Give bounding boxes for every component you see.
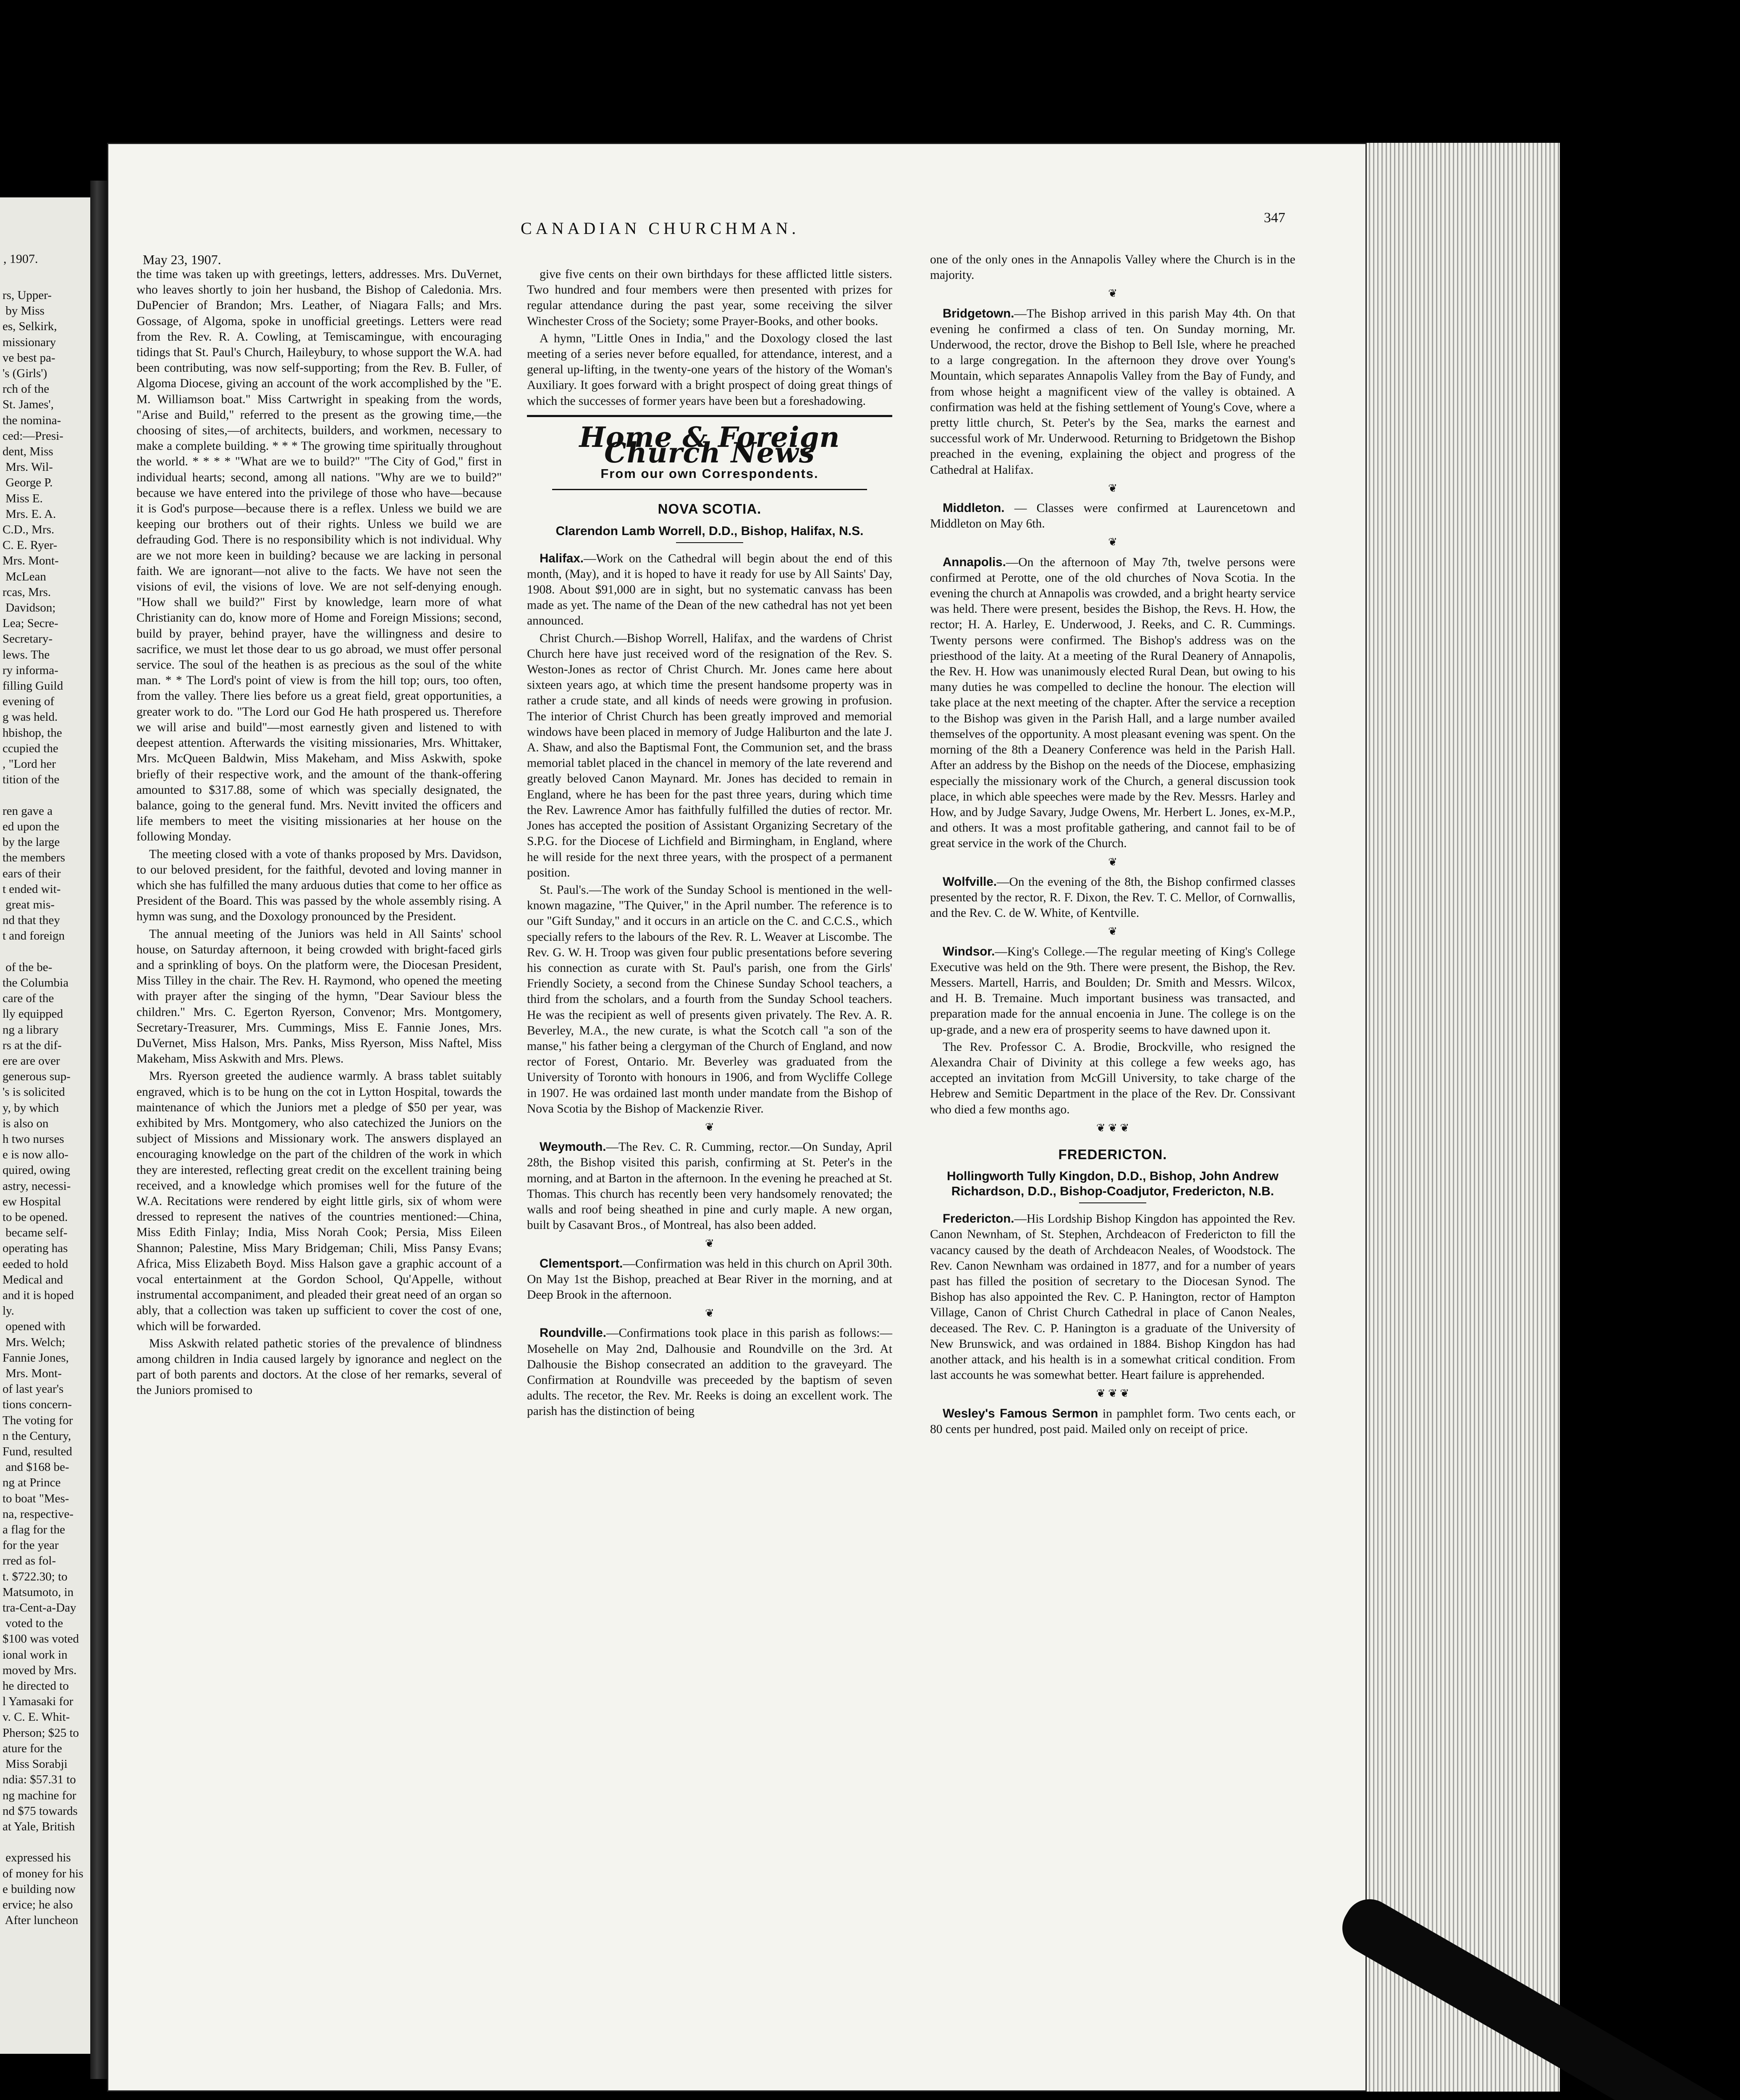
ornament-icon: ❦ ❦ ❦ xyxy=(1096,1121,1129,1134)
page-number: 347 xyxy=(1264,210,1285,226)
ornament-icon: ❦ xyxy=(1108,536,1117,549)
ad-title: Wesley's Famous Sermon xyxy=(943,1406,1098,1420)
paragraph-text: —On the evening of the 8th, the Bishop confirmed classes presented by the rector, R. F. Dixon, the Rev. T. C. Mellor, of Cornwallis, and the Rev. C. de W. White, of Kentville. xyxy=(930,875,1295,920)
paragraph-text: —On the afternoon of May 7th, twelve persons were confirmed at Perotte, one of the old churches of Nova Scotia. In the evening the church at Annapolis was crowded, and a bright hearty service was held. There were present, besides the Bishop, the Revs. H. How, the rector; H. A. Harley, E. Underwood, J. Reeks, and C. R. Cummings. Twenty persons were confirmed. The Bishop's address was on the priesthood of the laity. At a meeting of the Rural Deanery of Annapolis, the Rev. H. How was unanimously elected Rural Dean, but owing to his many duties he was compelled to decline the honour. The election will take place at the next meeting of the chapter. After the service a reception to the Bishop was given in the Parish Hall, and a large number availed themselves of the opportunity. A most pleasant evening was spent. On the morning of the 8th a Deanery Conference was held in the Parish Hall. After an address by the Bishop on the needs of the Diocese, emphasizing especially the missionary work of the Church, a general discussion took place, in which able speeches were made by the Rev. Messrs. Harley and How, and by Judge Savary, Judge Owens, Mr. Herbert L. Jones, ex-M.P., and others. It was a most profitable gathering, and cannot fail to be of great service in the work of the Church. xyxy=(930,555,1295,850)
paragraph-brodie: The Rev. Professor C. A. Brodie, Brockville, who resigned the Alexandra Chair of Divinity at this college a few weeks ago, has accepted an invitation from McGill University, to take charge of the Hebrew and Semitic Department in the place of the Rev. Dr. Conssivant who died a few months ago. xyxy=(930,1040,1295,1116)
column-3 xyxy=(930,252,1295,1865)
place-name: Fredericton. xyxy=(943,1212,1014,1226)
paragraph-text: —The Bishop arrived in this parish May 4th. On that evening he confirmed a class of ten. On Sunday morning, Mr. Underwood, the rector, drove the Bishop to Bell Isle, where he preached to a large congregation. In the afternoon they drove over Young's Mountain, which separates Annapolis Valley from the Bay of Fundy, and from whose height a magnificent view of the valley is obtained. A confirmation was held at the fishing settlement of Young's Cove, where a pretty little church, St. Peter's by the Sea, marks the earnest and successful work of Mr. Underwood. Returning to Bridgetown the Bishop preached in the evening, explaining the object and progress of the Cathedral at Halifax. xyxy=(930,307,1295,477)
paragraph-annapolis xyxy=(930,554,1295,852)
ornament-icon: ❦ xyxy=(705,1237,714,1250)
paragraph-text: in pamphlet form. Two cents each, or 80 cents per hundred, post paid. Mailed only on receipt of price. xyxy=(930,1407,1295,1436)
paragraph: give five cents on their own birthdays for these afflicted little sisters. Two hundred and four members were then presented with prizes for regular attendance during the past year, some receiving the silver Winchester Cross of the Society; some Prayer-Books, and other books. xyxy=(527,268,892,328)
divider xyxy=(552,489,867,490)
place-name: Bridgetown. xyxy=(943,306,1014,320)
paragraph-fredericton xyxy=(930,1211,1295,1383)
ornament-icon: ❦ xyxy=(705,1307,714,1320)
ornament-icon: ❦ ❦ ❦ xyxy=(1096,1387,1129,1400)
bishop-byline: Hollingworth Tully Kingdon, D.D., Bishop, John Andrew Richardson, D.D., Bishop-Coadjutor, Fredericton, N.B. xyxy=(947,1169,1279,1199)
place-name: Windsor. xyxy=(943,944,995,958)
section-heading-fredericton: FREDERICTON. xyxy=(1058,1146,1167,1162)
paragraph-christ-church: Christ Church.—Bishop Worrell, Halifax, and the wardens of Christ Church here have just received word of the resignation of the Rev. S. Weston-Jones as rector of Christ Church. Mr. Jones came here about sixteen years ago, at which time the present handsome property was in rather a crude state, and all kinds of needs were growing in profusion. The interior of Christ Church has been greatly improved and memorial windows have been placed in memory of Judge Haliburton and the late J. A. Shaw, and also the Baptismal Font, the Communion set, and the brass memorial tablet placed in the chancel in memory of the late reverend and greatly beloved Canon Maynard. Mr. Jones has decided to remain in England, where he has been for the past three years, during which time the Rev. Lawrence Amor has faithfully fulfilled the duties of rector. Mr. Jones has accepted the position of Assistant Organizing Secretary of the S.P.G. for the Diocese of Lichfield and Birmingham, in England, where he will reside for the next three years, with the prospect of a permanent position. xyxy=(527,631,892,879)
paragraph-weymouth xyxy=(527,1139,892,1233)
paragraph-wolfville xyxy=(930,874,1295,921)
paragraph: The meeting closed with a vote of thanks proposed by Mrs. Davidson, to our beloved president, for the faithful, devoted and loving manner in which she has fulfilled the many arduous duties that come to her office as President of the Board. This was passed by the whole assembly rising. A hymn was sung, and the Doxology pronounced by the President. xyxy=(136,847,502,924)
paragraph: Miss Askwith related pathetic stories of the prevalence of blindness among children in India caused largely by ignorance and neglect on the part of both parents and doctors. At the close of her remarks, several of the Juniors promised to xyxy=(136,1336,502,1397)
divider xyxy=(1079,1202,1146,1203)
paragraph-text: —The Rev. C. R. Cumming, rector.—On Sunday, April 28th, the Bishop visited this parish, confirming at St. Peter's in the morning, and at Barton in the afternoon. In the evening he preached at St. Thomas. This church has recently been very handsomely renovated; the walls and roof being sheathed in pine and curly maple. A new organ, built by Casavant Bros., of Montreal, has also been added. xyxy=(527,1140,892,1232)
left-page-date: , 1907. xyxy=(3,252,38,266)
paragraph-windsor xyxy=(930,944,1295,1038)
paragraph-bridgetown xyxy=(930,306,1295,478)
paragraph-text: —Confirmation was held in this church on April 30th. On May 1st the Bishop, preached at Bear River in the morning, and at Deep Brook in the afternoon. xyxy=(527,1257,892,1302)
place-name: Roundville. xyxy=(540,1326,606,1340)
column-2 xyxy=(527,267,892,1863)
paragraph-roundville xyxy=(527,1325,892,1419)
place-name: Weymouth. xyxy=(540,1140,606,1154)
left-page-fragment xyxy=(0,197,90,2054)
ornament-icon: ❦ xyxy=(1108,925,1117,938)
paragraph-halifax xyxy=(527,551,892,629)
paragraph: A hymn, "Little Ones in India," and the Doxology closed the last meeting of a series never before equalled, for attendance, interest, and a general up-lifting, in the twenty-one years of the history of the Woman's Auxiliary. It goes forward with a bright prospect of doing great things of which the successes of former years have been but a foreshadowing. xyxy=(527,331,892,408)
paragraph-text: —Confirmations took place in this parish as follows:—Mosehelle on May 2nd, Dalhousie and Roundville on the 3rd. At Dalhousie the Bishop consecrated an addition to the graveyard. The Confirmation at Roundville was preceeded by the baptism of seven adults. The recetor, the Rev. Mr. Reeks is doing an excellent work. The parish has the distinction of being xyxy=(527,1326,892,1418)
ornament-icon: ❦ xyxy=(705,1121,714,1133)
paragraph-clementsport xyxy=(527,1256,892,1303)
ornament-icon: ❦ xyxy=(1108,287,1117,300)
masthead: CANADIAN CHURCHMAN. xyxy=(521,219,800,238)
divider xyxy=(676,542,743,543)
ornament-icon: ❦ xyxy=(1108,482,1117,494)
paragraph-text: —His Lordship Bishop Kingdon has appointed the Rev. Canon Newnham, of St. Stephen, Archdeacon of Fredericton to fill the vacancy caused by the death of Archdeacon Neales, of Woodstock. The Rev. Canon Newnham was ordained in 1877, and for a number of years past has filled the position of secretary to the Diocesan Synod. The Bishop has also appointed the Rev. C. P. Hanington, rector of Hampton Village, Canon of Christ Church Cathedral in place of Canon Neales, deceased. The Rev. C. P. Hanington is a graduate of the University of New Brunswick, and was ordained in 1884. Bishop Kingdon has had another attack, and his health is in a somewhat critical condition. From last accounts he was somewhat better. Heart failure is apprehended. xyxy=(930,1212,1295,1382)
place-name: Halifax. xyxy=(540,551,584,565)
paragraph-text: — Classes were confirmed at Laurencetown and Middleton on May 6th. xyxy=(930,501,1295,531)
left-page-text: rs, Upper- by Miss es, Selkirk, missionary ve best pa- 's (Girls') rch of the St. James', the nomina- ced:—Presi- dent, Miss Mrs. Wil- George P. Miss E. Mrs. E. A. C.D., Mrs. C. E. Ryer- Mrs. Mont- McLean rcas, Mrs. Davidson; Lea; Secre- Secretary- lews. The ry informa- filling Guild evening of g was held. hbishop, the ccupied the , "Lord her tition of the ren gave a ed upon the by the large the members ears of their t ended wit- great mis- nd that they t and foreign of the be- the Columbia care of the lly equipped ng a library rs at the dif- ere are over generous sup- 's is solicited y, by which is also on h two nurses e is now allo- quired, owing astry, necessi- ew Hospital to be opened. became self- operating has eeded to hold Medical and and it is hoped ly. opened with Mrs. Welch; Fannie Jones, Mrs. Mont- of last year's tions concern- The voting for n the Century, Fund, resulted and $168 be- ng at Prince to boat "Mes- na, respective- a flag for the for the year rred as fol- t. $722.30; to Matsumoto, in tra-Cent-a-Day voted to the $100 was voted ional work in moved by Mrs. he directed to l Yamasaki for v. C. E. Whit- Pherson; $25 to ature for the Miss Sorabji ndia: $57.31 to ng machine for nd $75 towards at Yale, British expressed his of money for his e building now ervice; he also After luncheon xyxy=(3,289,84,1927)
paragraph-st-pauls: St. Paul's.—The work of the Sunday School is mentioned in the well-known magazine, "The Quiver," in the April number. The reference is to our "Gift Sunday," and it occurs in an article on the C. and C.C.S., which specially refers to the labours of the Rev. R. L. Weaver at Liscombe. The Rev. G. W. H. Troop was given four public presentations before severing his connection as curate with St. Paul's parish, one from the Girls' Friendly Society, a second from the Chinese Sunday School teachers, a third from the scholars, and a fourth from the Sunday School teachers. He was the recipient as well of presents given privately. The Rev. A. R. Beverley, M.A., the new curate, is what the Scotch call "a son of the manse," his father being a clergyman of the Church of England, and now rector of Forest, Ontario. Mr. Beverley was graduated from the University of Toronto with honours in 1906, and from Wycliffe College in 1907. He was ordained last month under mandate from the Bishop of Nova Scotia by the Bishop of Mackenzie River. xyxy=(527,883,892,1116)
ornament-icon: ❦ xyxy=(1108,856,1117,868)
news-banner xyxy=(527,415,892,482)
paragraph-middleton xyxy=(930,500,1295,532)
paragraph-text: —King's College.—The regular meeting of King's College Executive was held on the 9th. There were present, the Bishop, the Rev. Messers. Martell, Harris, and Boulden; Dr. Smith and Messrs. Wilcox, and H. B. Tremaine. Much important business was transacted, and preparation made for the annual encoenia in June. The college is on the up-grade, and a new era of prosperity seems to have dawned upon it. xyxy=(930,945,1295,1037)
bishop-byline: Clarendon Lamb Worrell, D.D., Bishop, Halifax, N.S. xyxy=(556,524,864,538)
place-name: Middleton. xyxy=(943,501,1005,515)
advertisement xyxy=(930,1406,1295,1437)
paragraph: one of the only ones in the Annapolis Valley where the Church is in the majority. xyxy=(930,253,1295,282)
paragraph-text: —Work on the Cathedral will begin about the end of this month, (May), and it is hoped to have it ready for use by All Saints' Day, 1908. About $91,000 are in sight, but no systematic canvass has been made as yet. The name of the Dean of the new cathedral has not yet been announced. xyxy=(527,551,892,628)
book-gutter xyxy=(90,181,107,2079)
section-heading-nova-scotia: NOVA SCOTIA. xyxy=(658,501,762,517)
paragraph: Mrs. Ryerson greeted the audience warmly. A brass tablet suitably engraved, which is to be hung on the cot in Lytton Hospital, towards the maintenance of which the Juniors met a pledge of $50 per year, was exhibited by Mrs. Montgomery, who also catechized the Juniors on the subject of Missions and Missionary work. The answers displayed an encouraging knowledge on the part of the children of the work in which they are interested, reflecting great credit on the excellent training being received, and a knowledge which promises well for the future of the W.A. Recitations were rendered by eight little girls, six of whom were dressed to represent the natives of the countries mentioned:—China, Miss Edith Finlay; India, Miss Norah Cook; Persia, Miss Eileen Shannon; Palestine, Miss Mary Bridgeman; Chili, Miss Pansy Evans; Africa, Miss Elizabeth Boyd. Miss Halson gave a graphic account of a vocal entertainment at the Gordon School, Qu'Appelle, without instrumental accompaniment, and pleaded their great need of an organ so ably, that a collection was taken up sufficient to cover the cost of one, which will be forwarded. xyxy=(136,1069,502,1333)
place-name: Annapolis. xyxy=(943,555,1006,569)
banner-subtitle: From our own Correspondents. xyxy=(600,466,819,481)
paragraph: The annual meeting of the Juniors was held in All Saints' school house, on Saturday afternoon, it being crowded with bright-faced girls and a sprinkling of boys. On the platform were, the Diocesan President, Miss Tilley in the chair. The Rev. H. Raymond, who opened the meeting with prayer after the singing of the hymn, "Dear Saviour bless the children." Mrs. C. Egerton Ryerson, Convenor; Mrs. Montgomery, Secretary-Treasurer, Mrs. Cummings, Miss E. Fannie Jones, Mrs. DuVernet, Miss Halson, Mrs. Panks, Miss Ryerson, Miss Naftel, Miss Makeham, Miss Askwith and Mrs. Plews. xyxy=(136,927,502,1066)
page-edges xyxy=(1367,143,1560,2092)
banner-title: Home & Foreign Church News xyxy=(579,420,840,470)
issue-date: May 23, 1907. xyxy=(143,252,221,267)
paragraph: the time was taken up with greetings, letters, addresses. Mrs. DuVernet, who leaves shortly to join her husband, the Bishop of Caledonia. Mrs. DuPencier of Brandon; Mrs. Leather, of Niagara Falls; and Mrs. Gossage, of Algoma, spoke in unofficial greetings. Letters were read from the Rev. R. A. Cowling, at Temiscamingue, with encouraging tidings that St. Paul's Church, Haileybury, to whose support the W.A. had been contributing, was now self-supporting; from the Rev. B. Fuller, of Algoma Diocese, giving an account of the work accomplished by the "E. M. Williamson boat." Miss Cartwright in speaking from the words, "Arise and Build," referred to the present as the growing time,—the choosing of sites,—of architects, builders, and workmen, necessary to make a complete building. * * * The growing time spiritually throughout the world. * * * * "What are we to build?" "The City of God," first in individual hearts; second, among all nations. "Why are we to build?" because we have entered into the privilege of those who have—because it is God's purpose—because there is a reflex. Unless we build we are keeping our brothers out of their rights. Unless we build we are defrauding God. There is no responsibility which is not individual. Why are we not more keen in building? because we are lacking in personal faith. We are ignorant—not alive to the facts. We have not seen the visions of evil, the visions of love. We are not self-denying enough. "How shall we build?" First by knowledge, learn more of what Christianity can do, know more of Home and Foreign Missions; second, build by prayer, behind prayer, have the willingness and desire to sacrifice, we must let those dear to us go abroad, we must offer personal service. The soul of the heathen is as precious as the soul of the white man. * * The Lord's point of view is from the hill top; ours, too often, from the valley. There lies before us a great field, great opportunities, a greater work to do. "The Lord our God He hath prospered us. Therefore we will arise and build"—most earnestly given and listened to with deepest attention. Afterwards the visiting missionaries, Mrs. Whittaker, Mrs. McQueen Baldwin, Miss Makeham, and Miss Askwith, spoke briefly of their respective work, and the amount of the thank-offering amounted to $317.88, some of which was specially designated, the balance, going to the general fund. Mrs. Nevitt invited the officers and life members to meet the visiting missionaries at her house on the following Monday. xyxy=(136,268,502,844)
place-name: Clementsport. xyxy=(540,1256,623,1270)
place-name: Wolfville. xyxy=(943,874,997,889)
column-1 xyxy=(136,267,502,1838)
